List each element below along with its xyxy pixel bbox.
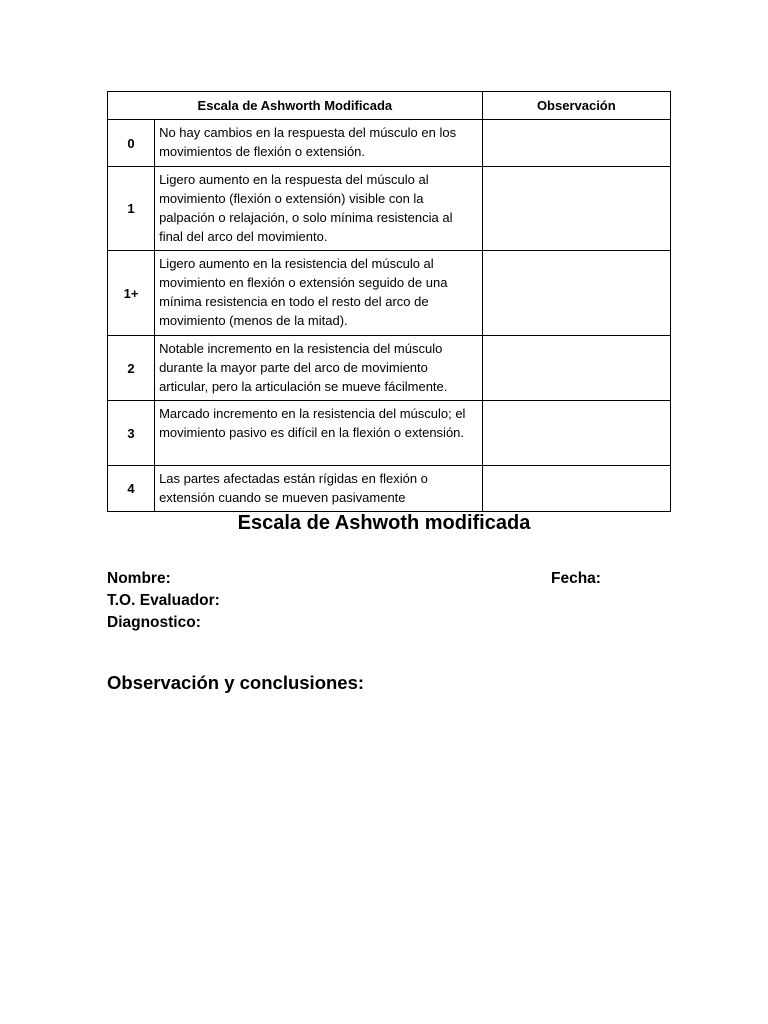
date-label: Fecha: — [551, 570, 601, 587]
table-row — [108, 251, 671, 336]
description-cell: No hay cambios en la respuesta del músculo en los movimientos de flexión o extensión. — [155, 120, 483, 167]
description-cell: Ligero aumento en la respuesta del músculo al movimiento (flexión o extensión) visible con la palpación o relajación, o solo mínima resistencia al final del arco del movimiento. — [155, 167, 483, 251]
description-cell: Marcado incremento en la resistencia del músculo; el movimiento pasivo es difícil en la flexión o extensión. — [155, 401, 483, 466]
grade-cell: 1 — [108, 167, 155, 251]
ashworth-scale-table — [107, 91, 671, 512]
observation-cell[interactable] — [482, 401, 670, 466]
observation-cell[interactable] — [482, 120, 670, 167]
description-cell: Notable incremento en la resistencia del músculo durante la mayor parte del arco de movimiento articular, pero la articulación se mueve fácilmente. — [155, 336, 483, 401]
grade-cell: 4 — [108, 466, 155, 512]
description-cell: Las partes afectadas están rígidas en flexión o extensión cuando se mueven pasivamente — [155, 466, 483, 512]
observation-cell[interactable] — [482, 336, 670, 401]
document-title: Escala de Ashwoth modificada — [237, 512, 531, 534]
evaluator-label: T.O. Evaluador: — [107, 592, 220, 609]
table-row — [108, 120, 671, 167]
grade-cell: 0 — [108, 120, 155, 167]
table-row — [108, 167, 671, 251]
name-label: Nombre: — [107, 570, 171, 587]
observation-cell[interactable] — [482, 466, 670, 512]
diagnosis-label: Diagnostico: — [107, 614, 201, 631]
scale-column-header: Escala de Ashworth Modificada — [108, 92, 483, 120]
conclusions-label: Observación y conclusiones: — [107, 672, 365, 693]
observation-cell[interactable] — [482, 251, 670, 336]
table-header-row — [108, 92, 671, 120]
description-cell: Ligero aumento en la resistencia del músculo al movimiento en flexión o extensión seguido de una mínima resistencia en todo el resto del arco de movimiento (menos de la mitad). — [155, 251, 483, 336]
table-row — [108, 466, 671, 512]
grade-cell: 2 — [108, 336, 155, 401]
table-row — [108, 336, 671, 401]
table-row — [108, 401, 671, 466]
observation-column-header: Observación — [482, 92, 670, 120]
observation-cell[interactable] — [482, 167, 670, 251]
grade-cell: 1+ — [108, 251, 155, 336]
grade-cell: 3 — [108, 401, 155, 466]
